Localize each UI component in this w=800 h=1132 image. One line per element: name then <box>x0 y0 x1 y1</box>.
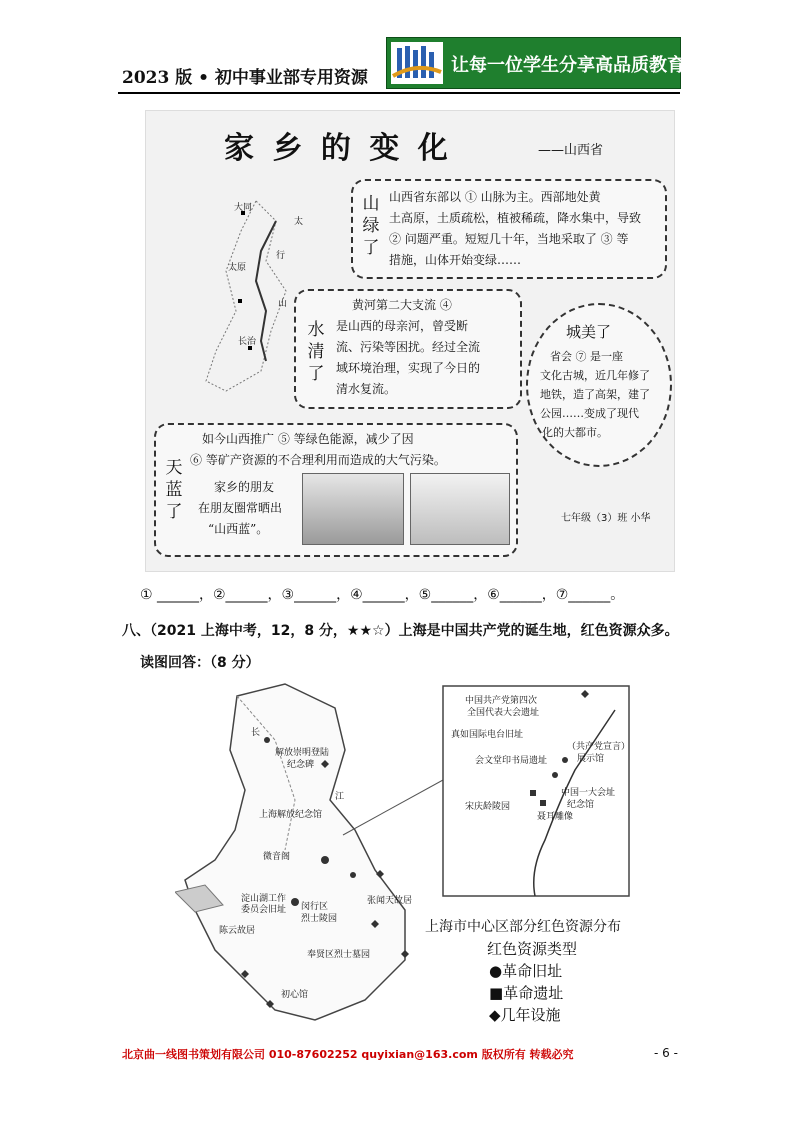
map-label: 解放崇明登陆 <box>275 748 330 758</box>
box-line: 家乡的朋友 <box>214 480 275 494</box>
box-label: 城美了 <box>566 323 612 341</box>
map-label-jiang: 江 <box>335 792 345 802</box>
box-line: 山西省东部以 ① 山脉为主。西部地处黄 <box>389 190 601 204</box>
box-line: 公园……变成了现代 <box>540 407 639 420</box>
poster-image <box>145 110 675 572</box>
map-label: 烈士陵园 <box>301 914 338 924</box>
question-8-prompt: 读图回答：（8 分） <box>140 655 260 671</box>
map-label: 山 <box>278 299 288 309</box>
box-line: 化的大都市。 <box>542 426 608 439</box>
inset-label: 展示馆 <box>577 754 605 764</box>
circle-icon: ● <box>489 962 503 980</box>
box-line: 土高原，土质疏松，植被稀疏，降水集中，导致 <box>389 211 642 225</box>
inset-label: 宋庆龄陵园 <box>465 802 511 812</box>
box-mountains-green <box>351 179 667 279</box>
box-sky-blue <box>154 423 518 557</box>
inset-label: 真如国际电台旧址 <box>451 730 524 740</box>
map-label: 行 <box>276 251 286 261</box>
page-number: - 6 - <box>654 1046 678 1060</box>
inset-label: 全国代表大会遗址 <box>467 708 540 718</box>
square-icon: ■ <box>489 984 504 1002</box>
map-label: 初心馆 <box>281 990 309 1000</box>
box-line: ② 问题严重。短短几十年，当地采取了 ③ 等 <box>389 232 629 246</box>
map-label: 微音阁 <box>263 852 291 862</box>
map-label: 张闻天故居 <box>367 896 413 906</box>
box-label: 水清了 <box>307 320 325 384</box>
answer-blanks: ① ______，②______，③______，④______，⑤______，⑥______，⑦______。 <box>140 587 625 603</box>
header-rule <box>118 92 680 94</box>
map-label: 长治 <box>238 337 257 347</box>
box-line: 黄河第二大支流 ④ <box>352 298 452 312</box>
map-label: 委员会旧址 <box>241 905 287 915</box>
box-line: 如今山西推广 ⑤ 等绿色能源，减少了因 <box>202 432 414 446</box>
wind-turbine-photo <box>410 473 510 545</box>
inset-label: 聂耳雕像 <box>537 812 574 822</box>
box-line: 措施，山体开始变绿…… <box>389 253 522 267</box>
diamond-icon: ◆ <box>489 1006 501 1024</box>
inset-label: 中国一大会址 <box>561 788 616 798</box>
box-line: 省会 ⑦ 是一座 <box>550 350 623 363</box>
map-label: 奉贤区烈士墓园 <box>307 950 371 960</box>
box-line: 流、污染等困扰。经过全流 <box>336 340 481 354</box>
box-label: 山绿了 <box>362 194 380 258</box>
legend-title: 红色资源类型 <box>487 940 578 958</box>
inset-label: 会文堂印书局遗址 <box>475 756 548 766</box>
map-label: 太 <box>294 217 304 227</box>
legend-item: ●革命旧址 <box>489 962 563 980</box>
box-label: 天蓝了 <box>165 458 183 522</box>
map-label: 纪念碑 <box>287 760 315 770</box>
box-line: 清水复流。 <box>336 382 397 396</box>
box-line: ⑥ 等矿产资源的不合理利用而造成的大气污染。 <box>190 453 446 467</box>
poster-title: 家 乡 的 变 化 <box>224 131 452 166</box>
inset-label: 中国共产党第四次 <box>465 696 538 706</box>
poster-signature: 七年级（3）班 小华 <box>561 513 651 524</box>
box-line: “山西蓝”。 <box>208 522 269 536</box>
box-line: 在朋友圈常晒出 <box>198 501 283 515</box>
box-line: 域环境治理，实现了今日的 <box>336 361 481 375</box>
box-line: 文化古城，近几年修了 <box>540 369 650 382</box>
shanghai-map <box>175 680 675 1030</box>
legend-item: ■革命遗址 <box>489 984 564 1002</box>
banner-slogan: 让每一位学生分享高品质教育 <box>451 55 685 76</box>
map-label: 太原 <box>228 263 247 273</box>
map-label: 闵行区 <box>301 902 329 912</box>
box-water-clear <box>294 289 522 409</box>
poster-province: ——山西省 <box>538 143 604 158</box>
map-label-chang: 长 <box>251 728 261 738</box>
footer-text: 北京曲一线图书策划有限公司 010-87602252 quyixian@163.com 版权所有 转载必究 <box>122 1048 574 1061</box>
banner-logo-icon <box>391 42 443 84</box>
map-label: 陈云故居 <box>219 926 256 936</box>
inset-label: 纪念馆 <box>567 800 595 810</box>
map-label: 大同 <box>234 203 253 213</box>
solar-panel-photo <box>302 473 404 545</box>
map-caption: 上海市中心区部分红色资源分布 <box>425 919 621 935</box>
header-title: 2023 版 • 初中事业部专用资源 <box>122 68 368 88</box>
inset-label: （共产党宣言） <box>567 742 631 752</box>
map-label: 淀山湖工作 <box>241 894 287 904</box>
legend-item: ◆几年设施 <box>489 1006 561 1024</box>
question-8-title: 八、（2021 上海中考，12，8 分，★★☆）上海是中国共产党的诞生地，红色资源众多。 <box>122 623 679 639</box>
banner <box>386 37 685 89</box>
box-line: 是山西的母亲河，曾受断 <box>336 319 469 333</box>
map-label: 上海解放纪念馆 <box>259 810 323 820</box>
box-city-beautiful <box>526 303 672 467</box>
box-line: 地铁，造了高架，建了 <box>540 388 650 401</box>
